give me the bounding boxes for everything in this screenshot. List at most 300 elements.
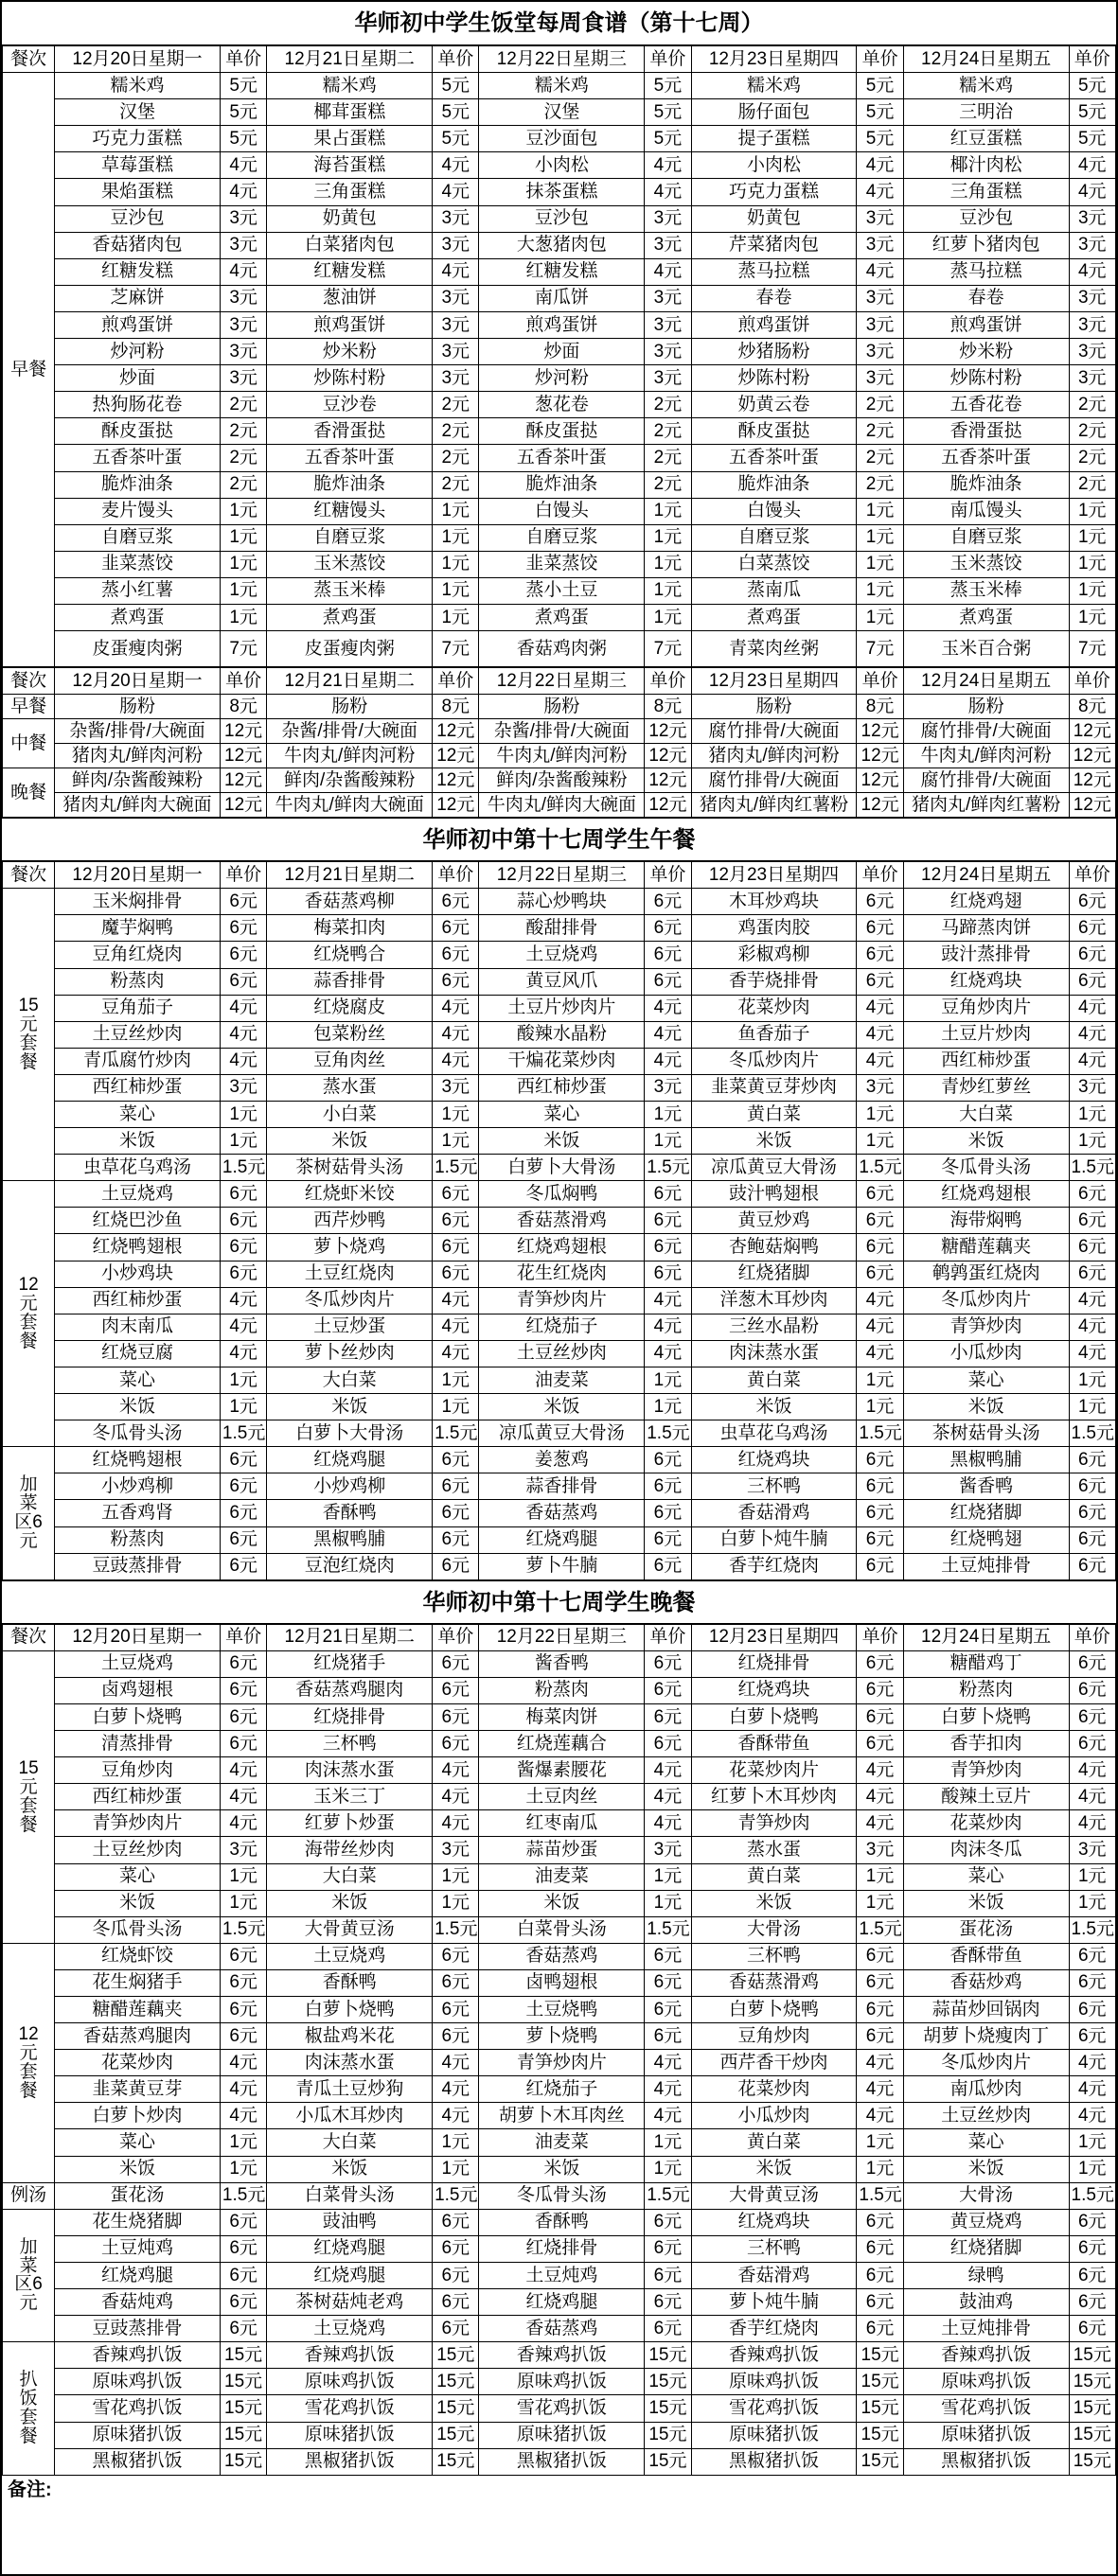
price-cell: 6元 — [1069, 1500, 1115, 1526]
menu-row — [3, 1340, 1116, 1367]
dish-cell: 花菜炒肉片 — [691, 1757, 857, 1784]
dish-cell: 油麦菜 — [479, 2129, 645, 2156]
dish-cell: 豆角茄子 — [55, 995, 221, 1021]
menu-row — [3, 1155, 1116, 1181]
dish-cell: 热狗肠花卷 — [55, 392, 221, 418]
dish-cell: 红烧茄子 — [479, 1314, 645, 1340]
day-header: 12月24日星期五 — [903, 46, 1069, 73]
dish-cell: 香菇蒸滑鸡 — [691, 1969, 857, 1996]
menu-row — [3, 793, 1116, 818]
price-cell: 1.5元 — [857, 1916, 903, 1943]
price-cell: 4元 — [645, 152, 691, 179]
price-cell: 3元 — [433, 232, 479, 258]
menu-row — [3, 1102, 1116, 1128]
dish-cell: 凉瓜黄豆大骨汤 — [691, 1155, 857, 1181]
price-cell: 1.5元 — [220, 1155, 266, 1181]
price-cell: 6元 — [220, 2316, 266, 2342]
dish-cell: 巧克力蛋糕 — [691, 179, 857, 205]
price-cell: 6元 — [220, 1261, 266, 1287]
price-cell: 6元 — [220, 2023, 266, 2050]
dish-cell: 香酥鸭 — [267, 1500, 433, 1526]
dish-cell: 五香鸡肾 — [55, 1500, 221, 1526]
dish-cell: 洋葱木耳炒肉 — [691, 1287, 857, 1314]
price-cell: 4元 — [857, 2103, 903, 2129]
menu-row — [3, 2156, 1116, 2182]
price-cell: 1元 — [857, 1863, 903, 1890]
price-cell: 15元 — [220, 2342, 266, 2369]
price-cell: 6元 — [645, 1703, 691, 1730]
price-cell: 15元 — [1069, 2422, 1115, 2448]
dish-cell: 椒盐鸡米花 — [267, 2023, 433, 2050]
dish-cell: 肉沫蒸水蛋 — [691, 1340, 857, 1367]
dish-cell: 红烧鸡腿 — [479, 2289, 645, 2316]
dish-cell: 白馒头 — [691, 498, 857, 524]
dish-cell: 马蹄蒸肉饼 — [903, 915, 1069, 942]
price-cell: 1.5元 — [1069, 1420, 1115, 1447]
dish-cell: 杂酱/排骨/大碗面 — [55, 719, 221, 744]
price-cell: 6元 — [645, 2235, 691, 2262]
price-cell: 6元 — [857, 968, 903, 995]
price-cell: 6元 — [433, 1500, 479, 1526]
dish-cell: 原味猪扒饭 — [267, 2422, 433, 2448]
menu-row — [3, 1526, 1116, 1553]
price-cell: 15元 — [433, 2342, 479, 2369]
dish-cell: 黄豆烧鸡 — [903, 2209, 1069, 2235]
price-cell: 4元 — [433, 258, 479, 285]
dish-cell: 花生红烧肉 — [479, 1261, 645, 1287]
dish-cell: 黑椒鸭脯 — [267, 1526, 433, 1553]
menu-row — [3, 1650, 1116, 1677]
day-header: 12月23日星期四 — [691, 862, 857, 889]
menu-row — [3, 1128, 1116, 1155]
dish-cell: 香辣鸡扒饭 — [267, 2342, 433, 2369]
dish-cell: 冬瓜炒肉片 — [903, 2050, 1069, 2076]
price-cell: 1元 — [433, 1367, 479, 1393]
dish-cell: 肉沫蒸水蛋 — [267, 1757, 433, 1784]
dish-cell: 红糖发糕 — [479, 258, 645, 285]
price-cell: 4元 — [1069, 2103, 1115, 2129]
dish-cell: 萝卜牛腩 — [479, 1553, 645, 1579]
dish-cell: 三角蛋糕 — [903, 179, 1069, 205]
meal-header: 餐次 — [3, 46, 55, 73]
menu-row — [3, 126, 1116, 152]
dish-cell: 黑椒猪扒饭 — [903, 2448, 1069, 2475]
price-cell: 6元 — [1069, 2316, 1115, 2342]
price-cell: 1元 — [220, 1367, 266, 1393]
price-cell: 4元 — [433, 1340, 479, 1367]
price-cell: 4元 — [1069, 1340, 1115, 1367]
price-cell: 5元 — [433, 99, 479, 126]
dish-cell: 炒面 — [479, 339, 645, 365]
dish-cell: 蒸玉米棒 — [267, 577, 433, 604]
day-header: 12月23日星期四 — [691, 46, 857, 73]
price-cell: 1元 — [1069, 1394, 1115, 1420]
price-cell: 6元 — [857, 2235, 903, 2262]
menu-row — [3, 392, 1116, 418]
dish-cell: 花生烧猪脚 — [55, 2209, 221, 2235]
dish-cell: 白萝卜大骨汤 — [267, 1420, 433, 1447]
price-cell: 12元 — [857, 793, 903, 818]
dish-cell: 香菇蒸滑鸡 — [479, 1208, 645, 1234]
price-cell: 12元 — [433, 744, 479, 768]
dish-cell: 腐竹排骨/大碗面 — [691, 768, 857, 793]
price-cell: 1.5元 — [220, 1916, 266, 1943]
dish-cell: 土豆烧鸡 — [55, 1181, 221, 1208]
menu-row — [3, 285, 1116, 311]
price-cell: 5元 — [857, 73, 903, 99]
dish-cell: 土豆烧鸭 — [479, 1997, 645, 2023]
group-label-part: 套 — [19, 1313, 38, 1333]
dish-cell: 红枣南瓜 — [479, 1810, 645, 1837]
price-cell: 2元 — [645, 471, 691, 498]
price-cell: 15元 — [433, 2448, 479, 2475]
dish-cell: 酱爆素腰花 — [479, 1757, 645, 1784]
price-cell: 6元 — [645, 1447, 691, 1473]
price-cell: 2元 — [645, 445, 691, 471]
price-cell: 6元 — [220, 1703, 266, 1730]
price-header: 单价 — [1069, 46, 1115, 73]
dish-cell: 大骨黄豆汤 — [691, 2182, 857, 2209]
group-label-part: 12 — [18, 1275, 39, 1296]
price-cell: 15元 — [433, 2369, 479, 2395]
dish-cell: 红烧鸡块 — [691, 1677, 857, 1703]
price-cell: 3元 — [645, 232, 691, 258]
group-label — [3, 1181, 55, 1447]
dish-cell: 冬瓜焖鸭 — [479, 1181, 645, 1208]
price-header: 单价 — [1069, 1624, 1115, 1650]
dish-cell: 肉沫冬瓜 — [903, 1837, 1069, 1863]
menu-row — [3, 179, 1116, 205]
dish-cell: 白萝卜烧鸭 — [55, 1703, 221, 1730]
lunch-title: 华师初中第十七周学生午餐 — [2, 818, 1116, 861]
dish-cell: 韭菜黄豆芽炒肉 — [691, 1074, 857, 1101]
dish-cell: 牛肉丸/鲜肉河粉 — [267, 744, 433, 768]
dish-cell: 原味鸡扒饭 — [691, 2369, 857, 2395]
price-cell: 8元 — [433, 695, 479, 719]
price-cell: 1.5元 — [1069, 1155, 1115, 1181]
price-cell: 1.5元 — [857, 1155, 903, 1181]
menu-row — [3, 1677, 1116, 1703]
price-cell: 15元 — [857, 2448, 903, 2475]
price-header: 单价 — [857, 46, 903, 73]
dish-cell: 南瓜炒肉 — [903, 2076, 1069, 2103]
price-cell: 1元 — [220, 524, 266, 551]
price-cell: 2元 — [1069, 392, 1115, 418]
price-cell: 15元 — [1069, 2342, 1115, 2369]
dish-cell: 南瓜馒头 — [903, 498, 1069, 524]
remarks: 备注: — [8, 2479, 52, 2500]
dish-cell: 冬瓜炒肉片 — [691, 1048, 857, 1074]
price-cell: 6元 — [433, 1553, 479, 1579]
price-cell: 1元 — [220, 604, 266, 630]
dish-cell: 雪花鸡扒饭 — [691, 2395, 857, 2422]
price-cell: 7元 — [433, 631, 479, 667]
price-cell: 6元 — [645, 2209, 691, 2235]
dish-cell: 米饭 — [479, 1128, 645, 1155]
price-cell: 12元 — [645, 744, 691, 768]
price-cell: 6元 — [220, 1526, 266, 1553]
menu-row — [3, 695, 1116, 719]
price-cell: 6元 — [220, 942, 266, 968]
dish-cell: 炒面 — [55, 365, 221, 392]
price-header: 单价 — [857, 1624, 903, 1650]
dish-cell: 米饭 — [691, 1128, 857, 1155]
menu-row — [3, 2422, 1116, 2448]
dish-cell: 玉米百合粥 — [903, 631, 1069, 667]
dish-cell: 蒜香排骨 — [479, 1473, 645, 1500]
dish-cell: 茶树菇炖老鸡 — [267, 2289, 433, 2316]
dish-cell: 海苔蛋糕 — [267, 152, 433, 179]
price-cell: 1元 — [857, 2156, 903, 2182]
dish-cell: 米饭 — [479, 1394, 645, 1420]
price-cell: 1.5元 — [645, 1420, 691, 1447]
dish-cell: 煮鸡蛋 — [903, 604, 1069, 630]
menu-row — [3, 1890, 1116, 1916]
price-cell: 3元 — [857, 365, 903, 392]
dish-cell: 鲜肉/杂酱酸辣粉 — [479, 768, 645, 793]
dish-cell: 红烧猪脚 — [691, 1261, 857, 1287]
dish-cell: 白萝卜大骨汤 — [479, 1155, 645, 1181]
dish-cell: 青笋炒肉 — [903, 1757, 1069, 1784]
price-cell: 5元 — [1069, 73, 1115, 99]
price-cell: 6元 — [857, 1181, 903, 1208]
price-cell: 1.5元 — [433, 1155, 479, 1181]
dish-cell: 土豆烧鸡 — [55, 1650, 221, 1677]
price-cell: 12元 — [433, 768, 479, 793]
dish-cell: 豆角肉丝 — [267, 1048, 433, 1074]
dish-cell: 卤鸡翅根 — [55, 1677, 221, 1703]
price-cell: 3元 — [1069, 1837, 1115, 1863]
dish-cell: 香酥带鱼 — [903, 1943, 1069, 1969]
price-cell: 1元 — [220, 1128, 266, 1155]
group-label-part: 菜 — [19, 2255, 38, 2276]
price-cell: 12元 — [1069, 719, 1115, 744]
price-cell: 6元 — [220, 1969, 266, 1996]
menu-row — [3, 1784, 1116, 1810]
price-cell: 1元 — [857, 551, 903, 577]
price-cell: 15元 — [645, 2422, 691, 2448]
dish-cell: 西红柿炒蛋 — [903, 1048, 1069, 1074]
price-cell: 3元 — [1069, 232, 1115, 258]
dish-cell: 原味猪扒饭 — [55, 2422, 221, 2448]
price-cell: 6元 — [1069, 1208, 1115, 1234]
price-cell: 15元 — [857, 2369, 903, 2395]
dish-cell: 雪花鸡扒饭 — [903, 2395, 1069, 2422]
price-cell: 1元 — [645, 1367, 691, 1393]
dish-cell: 肠粉 — [903, 695, 1069, 719]
dish-cell: 豆豉蒸排骨 — [55, 2316, 221, 2342]
dish-cell: 红烧鸡块 — [903, 968, 1069, 995]
price-cell: 3元 — [857, 311, 903, 338]
price-cell: 6元 — [1069, 1703, 1115, 1730]
dish-cell: 大葱猪肉包 — [479, 232, 645, 258]
dish-cell: 蒸玉米棒 — [903, 577, 1069, 604]
dish-cell: 红糖发糕 — [55, 258, 221, 285]
dish-cell: 脆炸油条 — [479, 471, 645, 498]
dish-cell: 粉蒸肉 — [479, 1677, 645, 1703]
price-cell: 6元 — [857, 1731, 903, 1757]
price-cell: 2元 — [857, 418, 903, 445]
dish-cell: 大白菜 — [267, 1367, 433, 1393]
dish-cell: 脆炸油条 — [267, 471, 433, 498]
dish-cell: 煎鸡蛋饼 — [55, 311, 221, 338]
dish-cell: 皮蛋瘦肉粥 — [267, 631, 433, 667]
menu-row — [3, 365, 1116, 392]
dish-cell: 米饭 — [267, 2156, 433, 2182]
dish-cell: 白萝卜炒肉 — [55, 2103, 221, 2129]
dish-cell: 春卷 — [903, 285, 1069, 311]
price-cell: 3元 — [1069, 365, 1115, 392]
dish-cell: 红豆蛋糕 — [903, 126, 1069, 152]
menu-row — [3, 2395, 1116, 2422]
price-cell: 4元 — [220, 1810, 266, 1837]
dish-cell: 鹌鹑蛋红烧肉 — [903, 1261, 1069, 1287]
price-cell: 6元 — [220, 2209, 266, 2235]
dish-cell: 红烧鸡翅 — [903, 889, 1069, 915]
dish-cell: 卤鸭翅根 — [479, 1969, 645, 1996]
price-cell: 4元 — [645, 258, 691, 285]
dish-cell: 汉堡 — [55, 99, 221, 126]
price-cell: 3元 — [433, 311, 479, 338]
price-cell: 4元 — [433, 1287, 479, 1314]
dish-cell: 土豆红烧肉 — [267, 1261, 433, 1287]
dish-cell: 米饭 — [903, 1128, 1069, 1155]
dish-cell: 土豆烧鸡 — [267, 2316, 433, 2342]
price-cell: 2元 — [433, 392, 479, 418]
dish-cell: 炒陈村粉 — [691, 365, 857, 392]
price-cell: 12元 — [220, 793, 266, 818]
price-cell: 1元 — [433, 2129, 479, 2156]
dish-cell: 清蒸排骨 — [55, 1731, 221, 1757]
dish-cell: 三杯鸭 — [691, 1943, 857, 1969]
price-cell: 6元 — [645, 1969, 691, 1996]
dish-cell: 土豆炖鸡 — [479, 2262, 645, 2288]
menu-row — [3, 2316, 1116, 2342]
price-cell: 6元 — [857, 2023, 903, 2050]
price-cell: 4元 — [645, 1340, 691, 1367]
dish-cell: 大骨汤 — [691, 1916, 857, 1943]
group-label-part: 元 — [19, 2042, 38, 2063]
price-cell: 2元 — [433, 445, 479, 471]
dish-cell: 煮鸡蛋 — [691, 604, 857, 630]
dish-cell: 白菜骨头汤 — [267, 2182, 433, 2209]
dish-cell: 汉堡 — [479, 99, 645, 126]
dish-cell: 肠粉 — [267, 695, 433, 719]
menu-row — [3, 1837, 1116, 1863]
dish-cell: 原味猪扒饭 — [479, 2422, 645, 2448]
dish-cell: 黄豆风爪 — [479, 968, 645, 995]
dish-cell: 凉瓜黄豆大骨汤 — [479, 1420, 645, 1447]
dish-cell: 西红柿炒蛋 — [55, 1287, 221, 1314]
group-label-part: 元 — [19, 1776, 38, 1797]
day-header: 12月21日星期二 — [267, 862, 433, 889]
price-cell: 15元 — [1069, 2395, 1115, 2422]
price-cell: 1元 — [857, 1394, 903, 1420]
dish-cell: 脆炸油条 — [903, 471, 1069, 498]
dish-cell: 杏鲍菇焖鸭 — [691, 1234, 857, 1261]
price-cell: 7元 — [220, 631, 266, 667]
price-cell: 1元 — [857, 498, 903, 524]
dish-cell: 土豆肉丝 — [479, 1784, 645, 1810]
dish-cell: 原味鸡扒饭 — [903, 2369, 1069, 2395]
price-cell: 2元 — [645, 418, 691, 445]
dish-cell: 红烧腐皮 — [267, 995, 433, 1021]
price-cell: 3元 — [1069, 1074, 1115, 1101]
dish-cell: 油麦菜 — [479, 1863, 645, 1890]
price-cell: 6元 — [433, 2262, 479, 2288]
dish-cell: 米饭 — [267, 1128, 433, 1155]
day-header: 12月24日星期五 — [903, 668, 1069, 695]
dish-cell: 酱香鸭 — [903, 1473, 1069, 1500]
day-header: 12月22日星期三 — [479, 668, 645, 695]
price-cell: 4元 — [1069, 258, 1115, 285]
dish-cell: 土豆片炒肉 — [903, 1021, 1069, 1048]
price-cell: 1元 — [1069, 2129, 1115, 2156]
price-cell: 6元 — [220, 1208, 266, 1234]
dish-cell: 魔芋焖鸭 — [55, 915, 221, 942]
price-cell: 1元 — [645, 498, 691, 524]
price-cell: 6元 — [433, 1969, 479, 1996]
price-cell: 1元 — [220, 1102, 266, 1128]
dish-cell: 糯米鸡 — [267, 73, 433, 99]
price-cell: 3元 — [645, 365, 691, 392]
price-cell: 6元 — [220, 1500, 266, 1526]
price-cell: 3元 — [433, 285, 479, 311]
price-cell: 3元 — [220, 205, 266, 232]
price-cell: 6元 — [645, 1677, 691, 1703]
price-cell: 15元 — [1069, 2448, 1115, 2475]
dish-cell: 香滑蛋挞 — [903, 418, 1069, 445]
price-cell: 1元 — [857, 577, 903, 604]
dish-cell: 炒猪肠粉 — [691, 339, 857, 365]
group-label: 早餐 — [3, 73, 55, 667]
dish-cell: 花菜炒肉 — [903, 1810, 1069, 1837]
meal-header: 餐次 — [3, 862, 55, 889]
price-cell: 3元 — [1069, 339, 1115, 365]
group-label-part: 15 — [18, 996, 39, 1016]
price-cell: 6元 — [645, 2023, 691, 2050]
price-cell: 6元 — [645, 2316, 691, 2342]
group-label-part: 区6 — [14, 2274, 43, 2295]
menu-row — [3, 1757, 1116, 1784]
price-cell: 1.5元 — [645, 1916, 691, 1943]
dish-cell: 红烧豆腐 — [55, 1340, 221, 1367]
menu-row — [3, 915, 1116, 942]
dish-cell: 红烧鸭翅根 — [55, 1234, 221, 1261]
price-cell: 6元 — [433, 942, 479, 968]
dish-cell: 炒河粉 — [479, 365, 645, 392]
price-cell: 3元 — [645, 1074, 691, 1101]
dish-cell: 黑椒猪扒饭 — [479, 2448, 645, 2475]
dish-cell: 煮鸡蛋 — [55, 604, 221, 630]
price-cell: 4元 — [220, 1340, 266, 1367]
dish-cell: 红萝卜炒蛋 — [267, 1810, 433, 1837]
dish-cell: 白菜蒸饺 — [691, 551, 857, 577]
menu-row — [3, 1473, 1116, 1500]
price-cell: 6元 — [645, 1553, 691, 1579]
price-cell: 4元 — [1069, 1287, 1115, 1314]
dish-cell: 蒜香排骨 — [267, 968, 433, 995]
dish-cell: 韭菜黄豆芽 — [55, 2076, 221, 2103]
group-label — [3, 1650, 55, 1943]
dish-cell: 巧克力蛋糕 — [55, 126, 221, 152]
dish-cell: 红烧鸡翅根 — [903, 1181, 1069, 1208]
dish-cell: 土豆片炒肉片 — [479, 995, 645, 1021]
dish-cell: 米饭 — [267, 1890, 433, 1916]
price-cell: 6元 — [220, 2235, 266, 2262]
price-cell: 15元 — [645, 2448, 691, 2475]
price-cell: 6元 — [645, 2262, 691, 2288]
